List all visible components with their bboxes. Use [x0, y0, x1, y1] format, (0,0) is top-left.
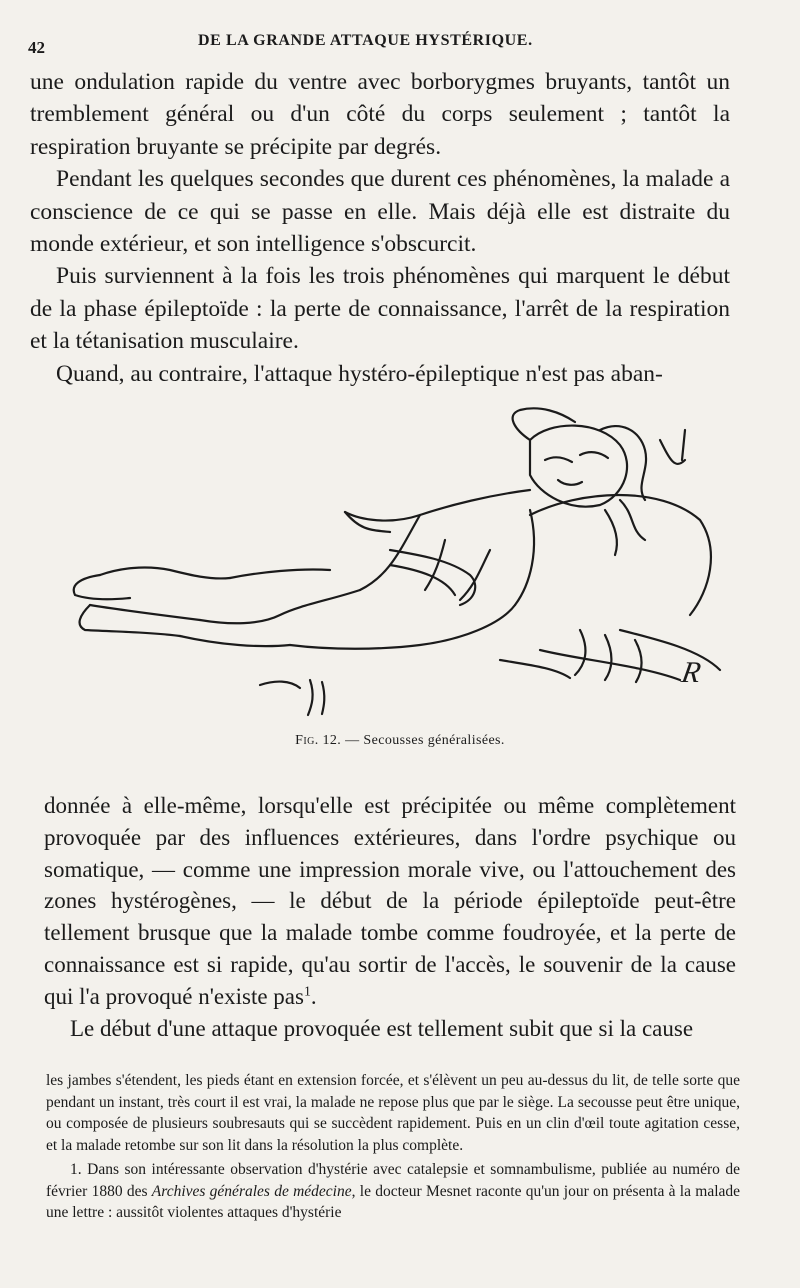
- footnotes: [46, 1070, 740, 1224]
- bottom-text-block: [44, 790, 736, 1044]
- footnote-number: 1.: [70, 1161, 82, 1178]
- figure-illustration: [60, 400, 740, 720]
- figure-caption-text: — Secousses généralisées.: [345, 733, 505, 748]
- page-number: 42: [28, 38, 45, 57]
- footnote-continuation: les jambes s'étendent, les pieds étant en extension forcée, et s'élèvent un peu au-dessus du lit, de telle sorte que pendant un instant, très court il est vrai, la malade ne repose plus que par le siège. La secousse peut être unique, ou composée de plusieurs soubresauts qui se succèdent rapidement. Puis en un clin d'œil toute agitation cesse, et la malade retombe sur son lit dans la résolution la plus complète.: [46, 1072, 740, 1154]
- paragraph-end: .: [310, 983, 317, 1009]
- footnote-text: Dans son intéressante observation d'hystérie avec catalepsie et somnambulisme, publiée au numéro de février 1880 des: [46, 1161, 741, 1200]
- page-header: [28, 28, 768, 58]
- paragraph: une ondulation rapide du ventre avec borborygmes bruyants, tantôt un tremblement général ou d'un côté du corps seulement ; tantôt la respiration bruyante se précipite par degrés.: [30, 69, 730, 160]
- reclining-woman-drawing: [60, 400, 740, 720]
- artist-signature: R: [678, 656, 703, 689]
- journal-title: Archives générales de médecine: [151, 1182, 352, 1200]
- paragraph: Le début d'une attaque provoquée est tellement subit que si la cause: [70, 1015, 694, 1041]
- paragraph-text: donnée à elle-même, lorsqu'elle est précipitée ou même complètement provoquée par des influences extérieures, dans l'ordre psychique ou somatique, — comme une impression morale vive, ou l'attouchement des zones hystérogènes, — le début de la période épileptoïde peut-être tellement brusque que la malade tombe comme foudroyée, et la perte de connaissance est si rapide, qu'au sortir de l'accès, le souvenir de la cause qui l'a provoqué n'existe pas: [44, 793, 736, 1009]
- figure-label: Fig. 12.: [295, 733, 342, 748]
- top-text-block: [30, 66, 730, 390]
- footnote-text-continued: , le docteur Mesnet raconte qu'un jour on présenta à la malade une lettre : aussitôt violentes attaques d'hystérie: [46, 1182, 741, 1221]
- running-head: DE LA GRANDE ATTAQUE HYSTÉRIQUE.: [198, 32, 533, 49]
- figure-caption: [0, 733, 800, 749]
- paragraph: Pendant les quelques secondes que durent ces phénomènes, la malade a conscience de ce qui se passe en elle. Mais déjà elle est distraite du monde extérieur, et son intelligence s'obscurcit.: [30, 166, 730, 258]
- footnote-1: [46, 1159, 740, 1224]
- paragraph: Puis surviennent à la fois les trois phénomènes qui marquent le début de la phase épileptoïde : la perte de connaissance, l'arrêt de la respiration et la tétanisation musculaire.: [30, 263, 730, 355]
- paragraph: [44, 790, 736, 1013]
- paragraph: Quand, au contraire, l'attaque hystéro-épileptique n'est pas aban-: [56, 360, 663, 387]
- footnote-ref[interactable]: 1: [303, 983, 311, 999]
